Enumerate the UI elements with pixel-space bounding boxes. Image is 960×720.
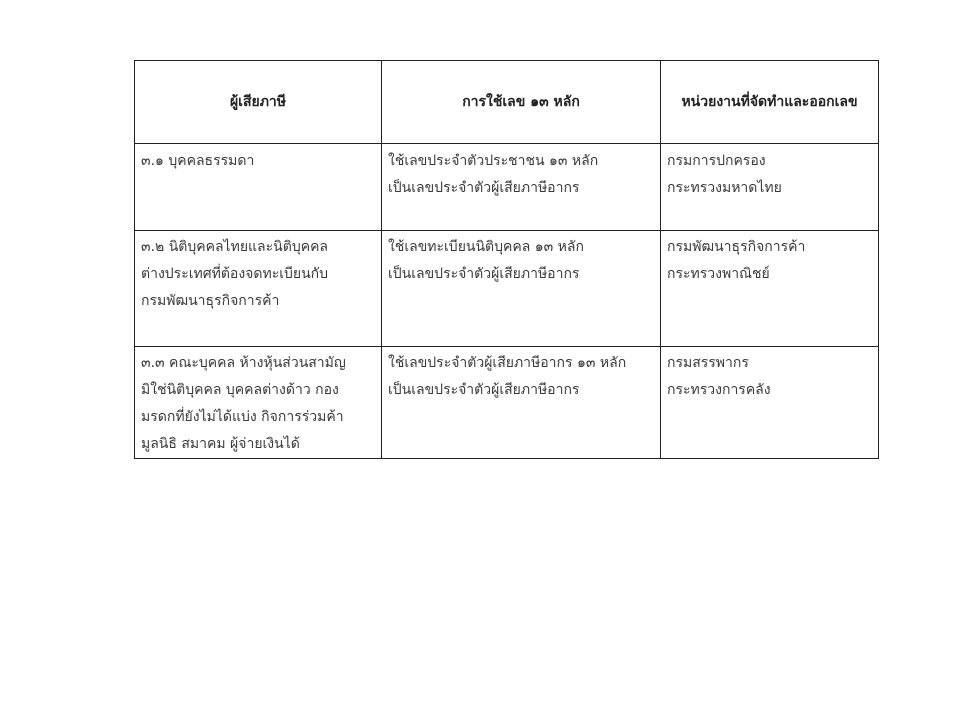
- cell-line: กระทรวงพาณิชย์: [667, 266, 770, 282]
- cell-line: ต่างประเทศที่ต้องจดทะเบียนกับ: [141, 266, 329, 282]
- cell-line: ๓.๑ บุคคลธรรมดา: [141, 153, 255, 169]
- cell-line: กรมการปกครอง: [667, 153, 766, 169]
- cell-line: ใช้เลขทะเบียนนิติบุคคล ๑๓ หลัก: [388, 239, 584, 255]
- cell-line: เป็นเลขประจำตัวผู้เสียภาษีอากร: [388, 180, 580, 196]
- cell-line: มูลนิธิ สมาคม ผู้จ่ายเงินได้: [141, 436, 300, 452]
- cell-line: ใช้เลขประจำตัวผู้เสียภาษีอากร ๑๓ หลัก: [388, 355, 627, 371]
- number-usage-cell: [382, 231, 661, 347]
- cell-line: กระทรวงการคลัง: [667, 382, 771, 398]
- cell-line: มรดกที่ยังไม่ได้แบ่ง กิจการร่วมค้า: [141, 409, 344, 425]
- header-number-usage: การใช้เลข ๑๓ หลัก: [382, 61, 661, 144]
- taxpayer-cell: [135, 144, 382, 231]
- cell-line: กรมพัฒนาธุรกิจการค้า: [667, 239, 806, 255]
- agency-cell: [661, 347, 879, 459]
- cell-line: เป็นเลขประจำตัวผู้เสียภาษีอากร: [388, 382, 580, 398]
- table-header-row: [135, 61, 879, 144]
- cell-line: กระทรวงมหาดไทย: [667, 180, 782, 196]
- cell-line: เป็นเลขประจำตัวผู้เสียภาษีอากร: [388, 266, 580, 282]
- taxpayer-cell: [135, 231, 382, 347]
- taxpayer-cell: [135, 347, 382, 459]
- taxpayer-id-table: [134, 60, 879, 459]
- header-issuing-agency: หน่วยงานที่จัดทำและออกเลข: [661, 61, 879, 144]
- header-taxpayer: ผู้เสียภาษี: [135, 61, 382, 144]
- table-row: [135, 231, 879, 347]
- cell-line: มิใช่นิติบุคคล บุคคลต่างด้าว กอง: [141, 382, 339, 398]
- cell-line: กรมพัฒนาธุรกิจการค้า: [141, 293, 280, 309]
- agency-cell: [661, 231, 879, 347]
- cell-line: ๓.๒ นิติบุคคลไทยและนิติบุคคล: [141, 239, 329, 255]
- number-usage-cell: [382, 347, 661, 459]
- cell-line: กรมสรรพากร: [667, 355, 749, 371]
- cell-line: ใช้เลขประจำตัวประชาชน ๑๓ หลัก: [388, 153, 599, 169]
- table-row: [135, 347, 879, 459]
- table-row: [135, 144, 879, 231]
- number-usage-cell: [382, 144, 661, 231]
- cell-line: ๓.๓ คณะบุคคล ห้างหุ้นส่วนสามัญ: [141, 355, 346, 371]
- agency-cell: [661, 144, 879, 231]
